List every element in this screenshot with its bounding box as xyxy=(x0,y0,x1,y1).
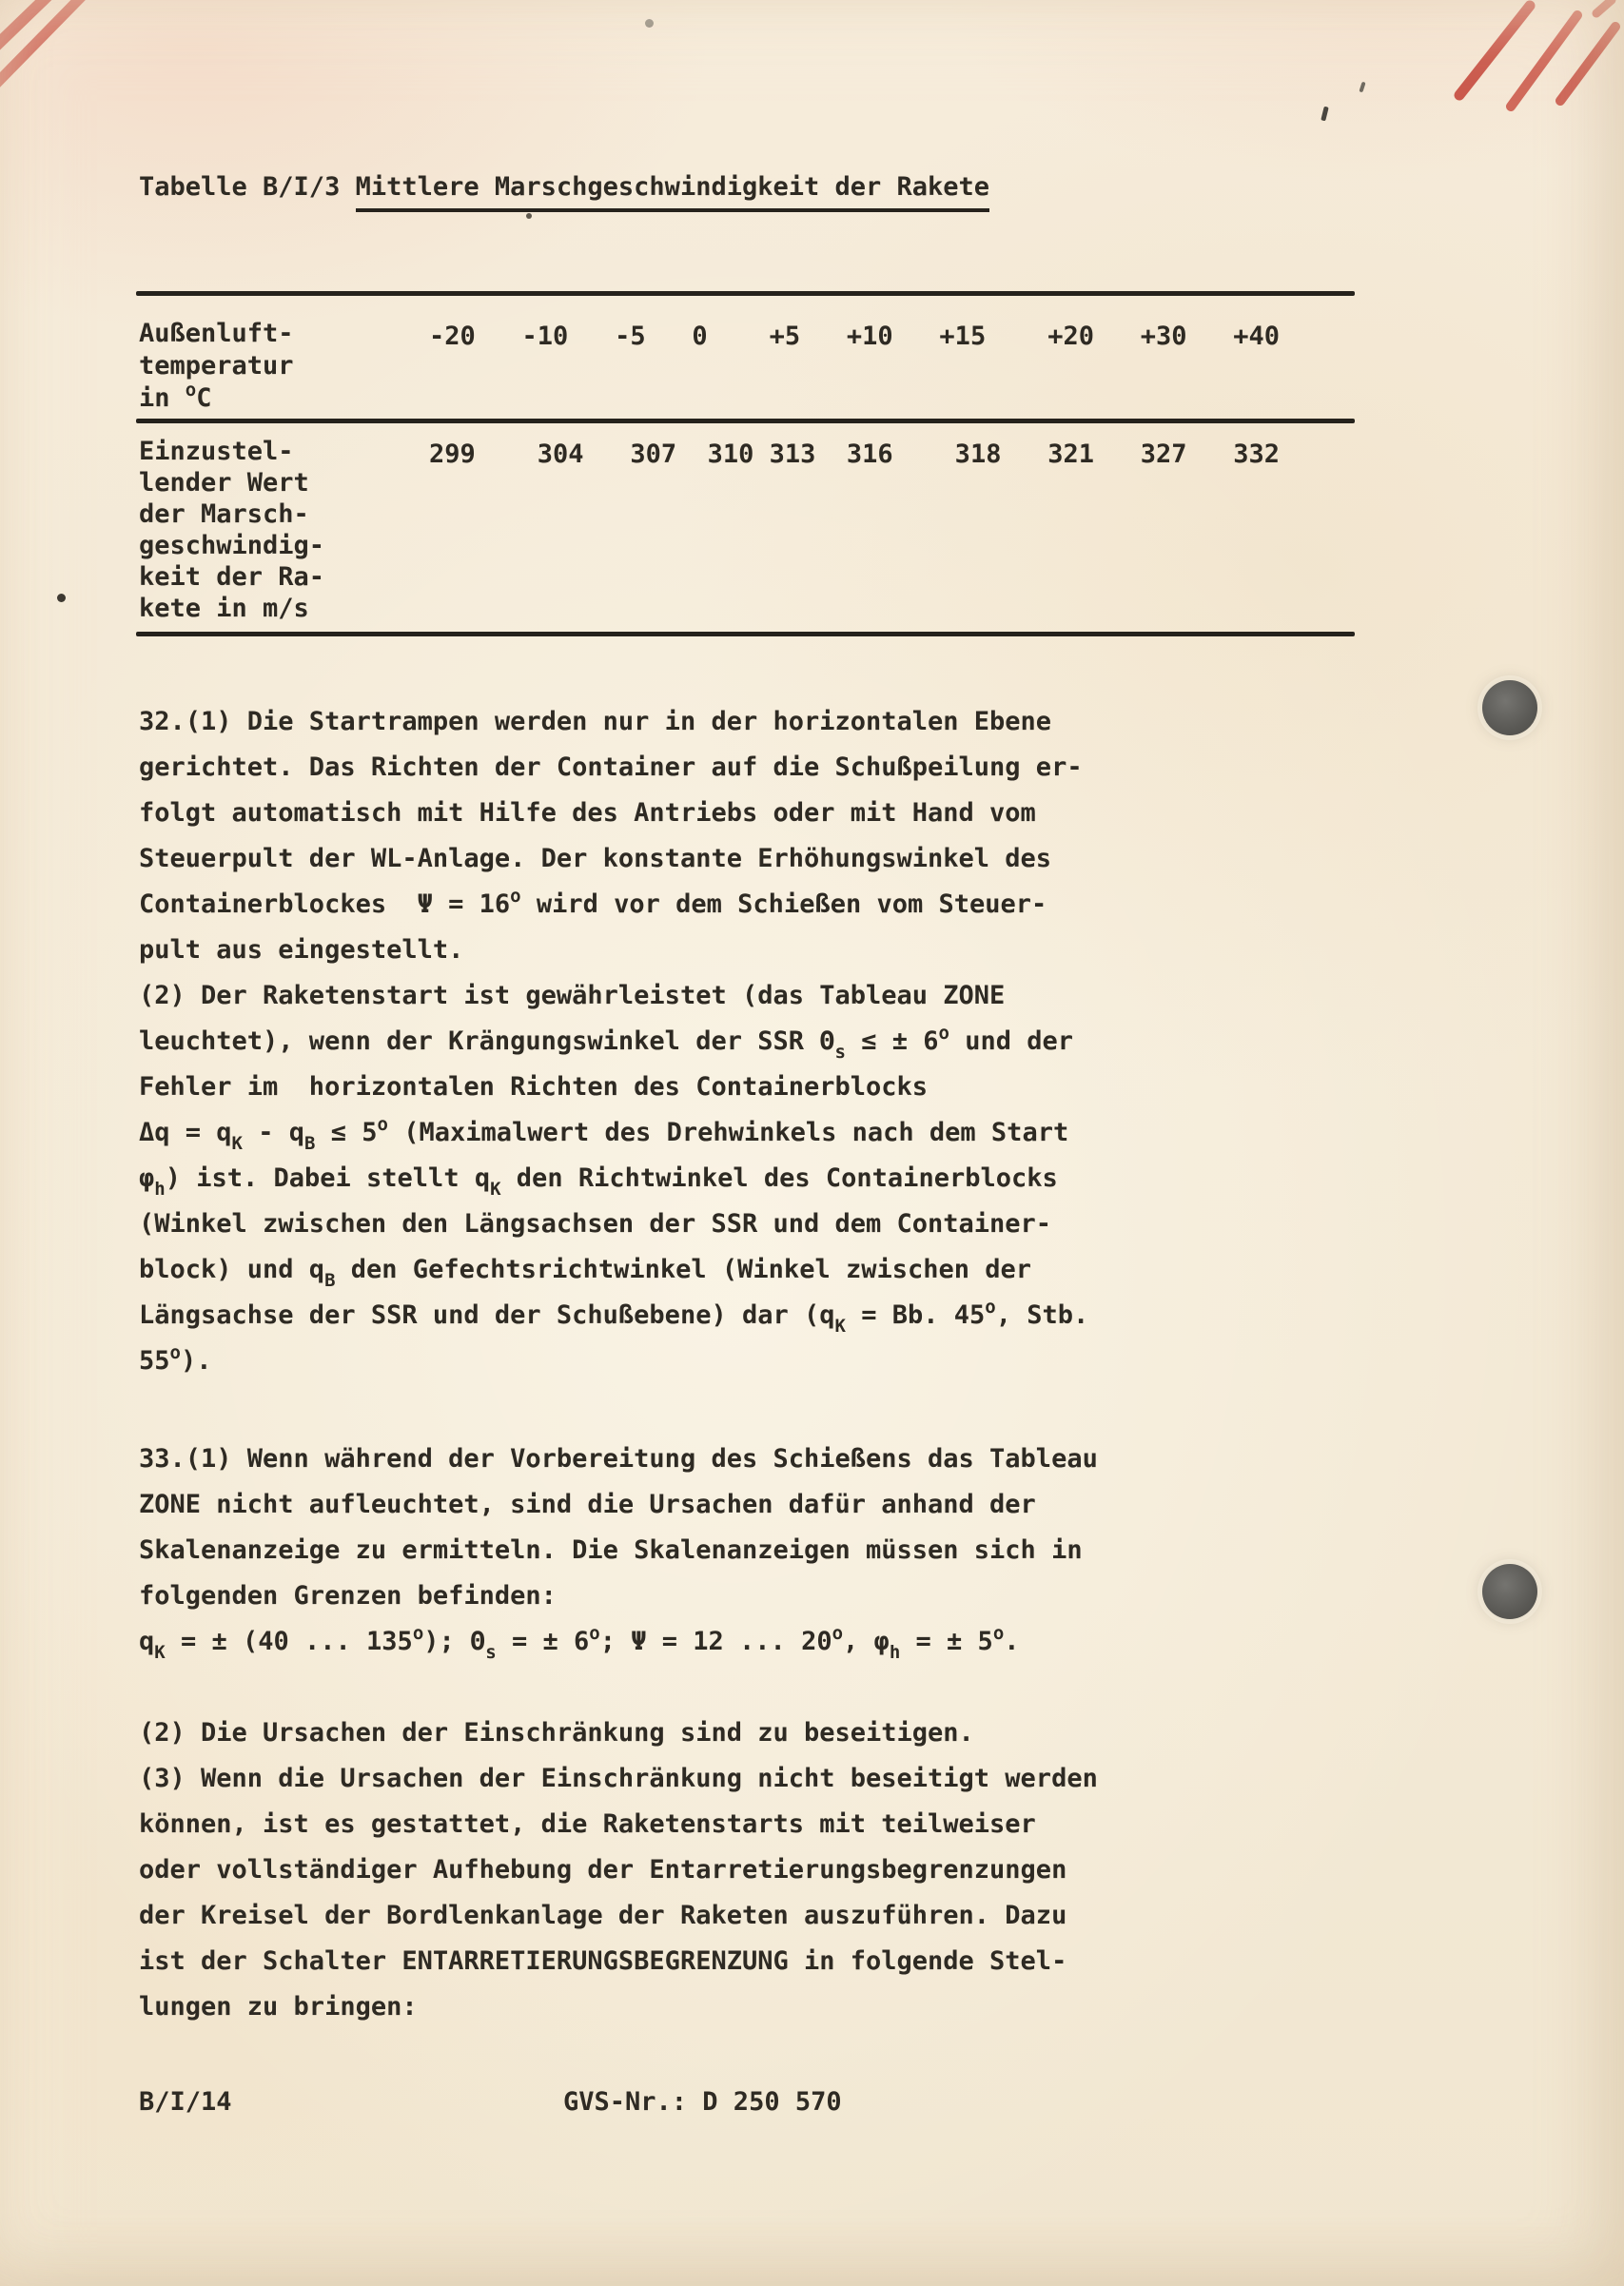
text-line: pult aus eingestellt. xyxy=(139,935,464,965)
pen-tick-mark xyxy=(1321,107,1328,122)
table-rule-top xyxy=(136,291,1355,296)
text-line: leuchtet), wenn der Krängungswinkel der SSR $\Theta_s$ ≤ ± $6^o$ und der xyxy=(139,1023,1073,1063)
hole-punch-icon xyxy=(1482,680,1537,735)
ink-dot xyxy=(57,594,66,602)
text-line: (Winkel zwischen den Längsachsen der SSR und dem Container- xyxy=(139,1209,1052,1239)
table-rule-middle xyxy=(136,419,1355,423)
text-line: $\varphi_h$) ist. Dabei stellt $q_K$ den Richtwinkel des Containerblocks xyxy=(139,1163,1058,1200)
text-line: temperatur xyxy=(139,351,294,381)
text-line: $\Delta q = q_K - q_B \le 5^o$ (Maximalwert des Drehwinkels nach dem Start xyxy=(139,1114,1069,1154)
red-crayon-mark-top-left xyxy=(0,0,124,114)
text-line: Einzustel- xyxy=(139,437,294,466)
text-line: können, ist es gestattet, die Raketenstarts mit teilweiser xyxy=(139,1809,1036,1839)
text-line: in $^o$C xyxy=(139,380,212,413)
text-line: Fehler im horizontalen Richten des Containerblocks xyxy=(139,1072,929,1102)
text-line: 32.(1) Die Startrampen werden nur in der horizontalen Ebene xyxy=(139,707,1052,736)
text-line: Längsachse der SSR und der Schußebene) dar ($q_K = Bb$. 45$^o$, Stb. xyxy=(139,1297,1089,1337)
text-line: (2) Der Raketenstart ist gewährleistet (das Tableau ZONE xyxy=(139,981,1006,1010)
text-line: ist der Schalter ENTARRETIERUNGSBEGRENZUNG in folgende Stel- xyxy=(139,1946,1067,1976)
ink-dot xyxy=(526,213,532,219)
table-speed-values: 299 304 307 310 313 316 318 321 327 332 xyxy=(429,440,1281,469)
text-line: 55$^o$). xyxy=(139,1342,212,1376)
text-line: block) und $q_B$ den Gefechtsrichtwinkel (Winkel zwischen der xyxy=(139,1255,1032,1291)
table-row-label-speed xyxy=(139,436,324,624)
text-line: lender Wert xyxy=(139,468,309,498)
hole-punch-icon xyxy=(1482,1564,1537,1619)
text-line: Skalenanzeige zu ermitteln. Die Skalenanzeigen müssen sich in xyxy=(139,1535,1083,1565)
text-line: 33.(1) Wenn während der Vorbereitung des Schießens das Tableau xyxy=(139,1444,1098,1474)
text-line: der Kreisel der Bordlenkanlage der Raketen auszuführen. Dazu xyxy=(139,1901,1067,1930)
paragraph-32 xyxy=(139,699,1088,1384)
text-line: Steuerpult der WL-Anlage. Der konstante Erhöhungswinkel des xyxy=(139,844,1052,873)
text-line: keit der Ra- xyxy=(139,562,325,592)
text-line: der Marsch- xyxy=(139,499,309,529)
text-line: $q_K$ = ± (40 ... 135$^o$); $\Theta_s$ = ± $6^o$; Ψ = 12 ... 20$^o$, $\varphi_h$ = ± $5^o$. xyxy=(139,1623,1020,1663)
text-line: lungen zu bringen: xyxy=(139,1992,418,2022)
text-line: gerichtet. Das Richten der Container auf die Schußpeilung er- xyxy=(139,752,1083,782)
text-line: oder vollständiger Aufhebung der Entarretierungsbegrenzungen xyxy=(139,1855,1067,1885)
page-title: Tabelle B/I/3 Mittlere Marschgeschwindigkeit der Rakete xyxy=(139,171,989,212)
text-line: (2) Die Ursachen der Einschränkung sind zu beseitigen. xyxy=(139,1718,974,1748)
text-line: kete in m/s xyxy=(139,594,309,623)
pen-tick-mark xyxy=(1359,82,1365,93)
footer-gvs-number: GVS-Nr.: D 250 570 xyxy=(563,2087,842,2117)
text-line: folgenden Grenzen befinden: xyxy=(139,1581,557,1611)
text-line: ZONE nicht aufleuchtet, sind die Ursachen dafür anhand der xyxy=(139,1490,1036,1519)
footer-page-reference: B/I/14 xyxy=(139,2087,232,2117)
text-line: geschwindig- xyxy=(139,531,325,560)
scan-speck xyxy=(645,19,654,28)
paragraph-33 xyxy=(139,1436,1098,2030)
text-line: Außenluft- xyxy=(139,319,294,348)
table-temperature-values: -20 -10 -5 0 +5 +10 +15 +20 +30 +40 xyxy=(429,322,1281,351)
text-line: (3) Wenn die Ursachen der Einschränkung nicht beseitigt werden xyxy=(139,1764,1098,1793)
text-line: Containerblockes $\Psi = 16^o$ wird vor dem Schießen vom Steuer- xyxy=(139,886,1047,919)
red-crayon-mark-top-right xyxy=(1423,0,1624,128)
text-line xyxy=(139,1665,1098,1710)
text-line: folgt automatisch mit Hilfe des Antriebs oder mit Hand vom xyxy=(139,798,1036,828)
table-row-label-temperature xyxy=(139,318,294,415)
table-rule-bottom xyxy=(136,632,1355,636)
